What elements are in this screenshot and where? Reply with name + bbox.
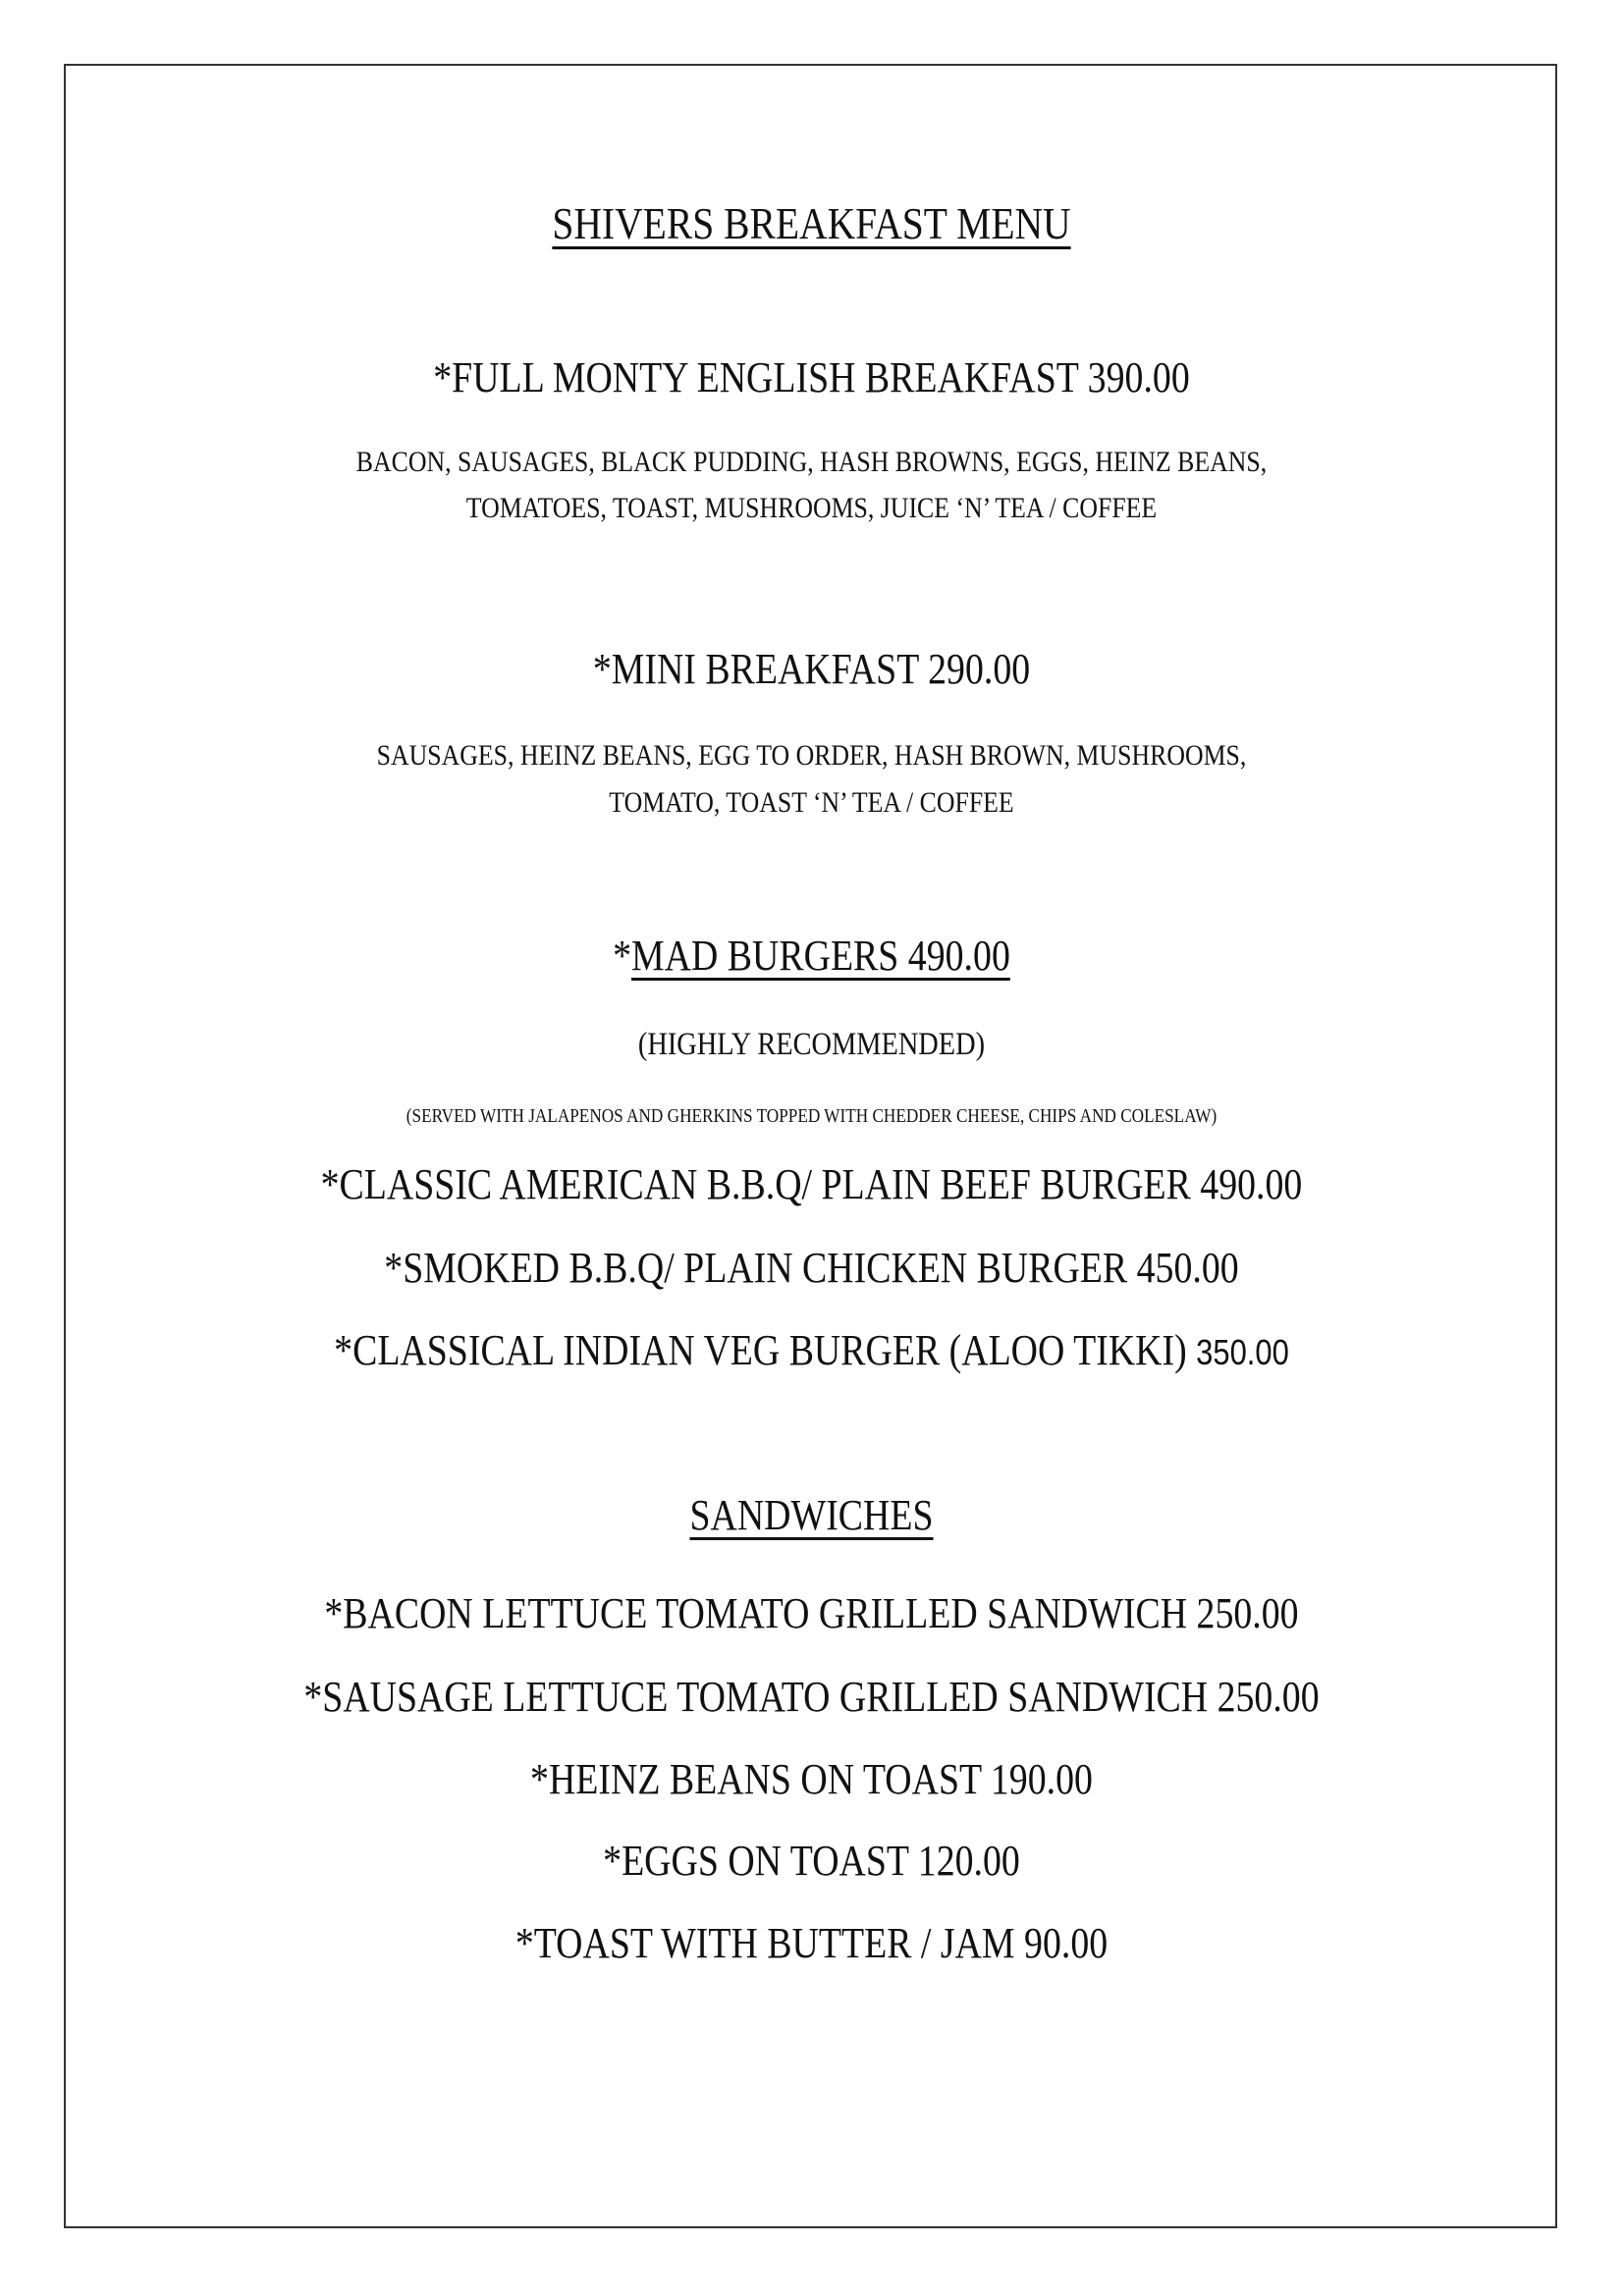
menu-title (114, 198, 1510, 248)
mini-breakfast-desc-line2: TOMATO, TOAST ‘N’ TEA / COFFEE (609, 786, 1014, 819)
full-monty-desc-line1: BACON, SAUSAGES, BLACK PUDDING, HASH BROWNS, EGGS, HEINZ BEANS, (355, 446, 1268, 478)
burger-item (114, 1326, 1510, 1374)
mad-burgers-heading (114, 934, 1510, 978)
sandwich-item: *BACON LETTUCE TOMATO GRILLED SANDWICH 250.00 (324, 1589, 1299, 1637)
sandwiches-heading-text: SANDWICHES (689, 1491, 934, 1539)
burger-item: *CLASSIC AMERICAN B.B.Q/ PLAIN BEEF BURGER 490.00 (320, 1160, 1303, 1208)
mad-burgers-served-with: (SERVED WITH JALAPENOS AND GHERKINS TOPPED WITH CHEDDER CHEESE, CHIPS AND COLESLAW) (406, 1105, 1217, 1127)
mini-breakfast-desc-line1: SAUSAGES, HEINZ BEANS, EGG TO ORDER, HASH BROWN, MUSHROOMS, (376, 739, 1247, 772)
mad-burgers-recommendation: (HIGHLY RECOMMENDED) (637, 1027, 986, 1062)
mad-burgers-asterisk: * (613, 932, 632, 980)
burger-item: *SMOKED B.B.Q/ PLAIN CHICKEN BURGER 450.00 (384, 1244, 1239, 1292)
mad-burgers-heading-text: MAD BURGERS 490.00 (631, 932, 1010, 980)
full-monty-heading: *FULL MONTY ENGLISH BREAKFAST 390.00 (433, 353, 1190, 401)
sandwich-item: *SAUSAGE LETTUCE TOMATO GRILLED SANDWICH 250.00 (303, 1673, 1320, 1721)
sandwich-item: *TOAST WITH BUTTER / JAM 90.00 (514, 1919, 1109, 1967)
sandwich-item: *EGGS ON TOAST 120.00 (603, 1837, 1020, 1885)
burger-item-label: *CLASSICAL INDIAN VEG BURGER (ALOO TIKKI) (334, 1326, 1197, 1374)
sandwich-item: *HEINZ BEANS ON TOAST 190.00 (530, 1755, 1093, 1803)
mini-breakfast-heading: *MINI BREAKFAST 290.00 (592, 645, 1031, 693)
burger-item-price: 350.00 (1196, 1332, 1289, 1372)
sandwiches-heading (114, 1491, 1510, 1539)
full-monty-desc-line2: TOMATOES, TOAST, MUSHROOMS, JUICE ‘N’ TEA / COFFEE (465, 492, 1158, 524)
menu-title-text: SHIVERS BREAKFAST MENU (552, 198, 1071, 248)
